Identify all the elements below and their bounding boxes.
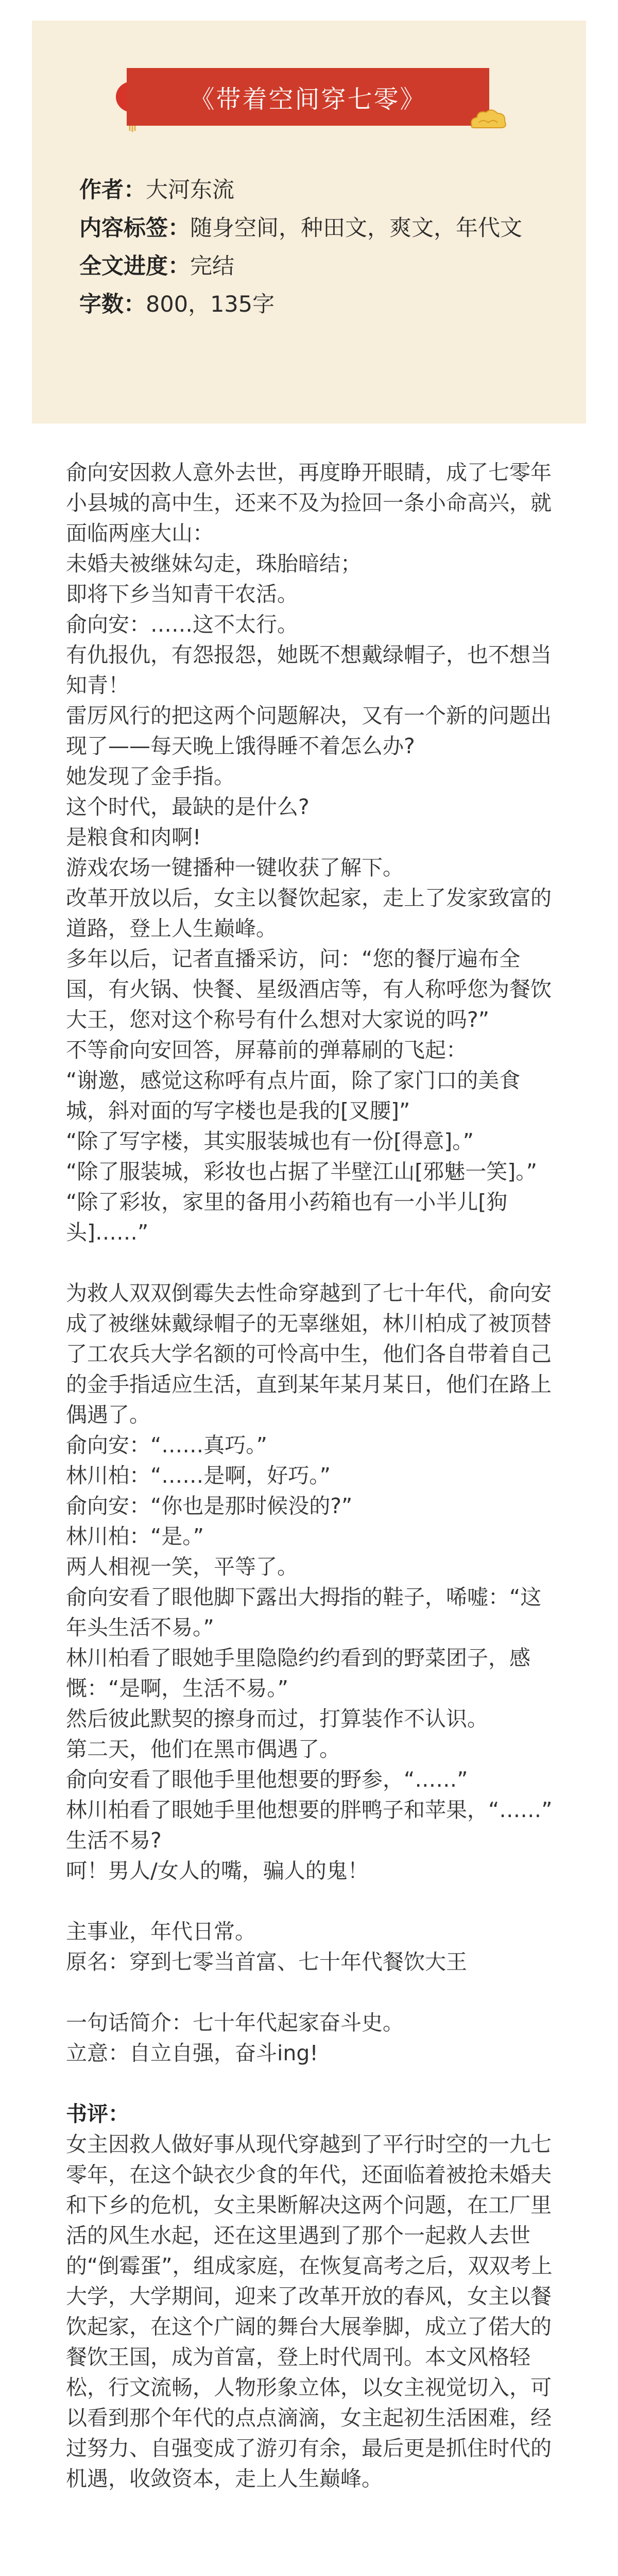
meta-value: 随身空间，种田文，爽文，年代文: [190, 215, 522, 241]
text-line: 有仇报仇，有怨报怨，她既不想戴绿帽子，也不想当知青！: [66, 642, 552, 698]
text-line: “除了写字楼，其实服装城也有一份[得意]。”: [66, 1129, 474, 1154]
synopsis: [66, 457, 555, 2494]
meta-label: 作者：: [79, 177, 146, 203]
text-line: 林川柏看了眼她手里隐隐约约看到的野菜团子，感慨：“是啊，生活不易。”: [66, 1646, 530, 1701]
text-line: 多年以后，记者直播采访，问：“您的餐厅遍布全国，有火锅、快餐、星级酒店等，有人称呼您为餐饮大王，您对这个称号有什么想对大家说的吗?”: [66, 946, 552, 1032]
meta-value: 大河东流: [146, 177, 234, 203]
paragraph-gap: [66, 1886, 555, 1917]
review-label: 书评：: [66, 2102, 129, 2126]
text-line: 原名：穿到七零当首富、七十年代餐饮大王: [66, 1950, 467, 1974]
text-line: 主事业，年代日常。: [66, 1919, 256, 1944]
synopsis-part-1: [66, 457, 555, 1248]
text-line: 雷厉风行的把这两个问题解决，又有一个新的问题出现了——每天晚上饿得睡不着怎么办?: [66, 703, 552, 758]
text-line: 不等俞向安回答，屏幕前的弹幕刷的飞起：: [66, 1038, 467, 1062]
text-line: “谢邀，感觉这称呼有点片面，除了家门口的美食城，斜对面的写字楼也是我的[叉腰]”: [66, 1068, 521, 1123]
text-line: 俞向安看了眼他脚下露出大拇指的鞋子，唏嘘：“这年头生活不易。”: [66, 1585, 542, 1640]
text-line: 生活不易?: [66, 1828, 162, 1853]
paragraph-gap: [66, 2069, 555, 2099]
paragraph-gap: [66, 1977, 555, 2008]
text-line: 林川柏看了眼她手里他想要的胖鸭子和苹果，“……”: [66, 1798, 553, 1822]
cloud-ornament-icon: [468, 107, 509, 131]
text-line: 俞向安：……这不太行。: [66, 612, 298, 637]
meta-progress: [79, 247, 538, 285]
text-line: 林川柏：“是。”: [66, 1524, 204, 1549]
synopsis-part-4: [66, 2008, 555, 2069]
text-line: 一句话简介：七十年代起家奋斗史。: [66, 2010, 404, 2035]
paragraph-gap: [66, 1248, 555, 1278]
review-text: 女主因救人做好事从现代穿越到了平行时空的一九七零年，在这个缺衣少食的年代，还面临着被抢未婚夫和下乡的危机，女主果断解决这两个问题，在工厂里活的风生水起，还在这里遇到了那个一起救人去世的“倒霉蛋”，组成家庭，在恢复高考之后，双双考上大学，大学期间，迎来了改革开放的春风，女主以餐饮起家，在这个广阔的舞台大展拳脚，成立了偌大的餐饮王国，成为首富，登上时代周刊。本文风格轻松，行文流畅，人物形象立体，以女主视觉切入，可以看到那个年代的点点滴滴，女主起初生活困难，经过努力、自强变成了游刃有余，最后更是抓住时代的机遇，收敛资本，走上人生巅峰。: [66, 2132, 553, 2491]
text-line: 她发现了金手指。: [66, 764, 235, 789]
text-line: 两人相视一笑，平等了。: [66, 1554, 298, 1579]
synopsis-part-2: [66, 1278, 555, 1886]
text-line: 未婚夫被继妹勾走，珠胎暗结；: [66, 551, 362, 576]
text-line: 呵！男人/女人的嘴，骗人的鬼！: [66, 1858, 369, 1883]
meta-label: 字数：: [79, 292, 146, 317]
text-line: 为救人双双倒霉失去性命穿越到了七十年代，俞向安成了被继妹戴绿帽子的无辜继姐，林川柏成了被顶替了工农兵大学名额的可怜高中生，他们各自带着自己的金手指适应生活，直到某年某月某日，他们在路上偶遇了。: [66, 1281, 552, 1427]
text-line: 立意：自立自强，奋斗ing!: [66, 2041, 318, 2065]
meta-author: [79, 171, 538, 209]
meta-value: 800，135字: [146, 292, 275, 317]
review-section: [66, 2099, 555, 2494]
text-line: 然后彼此默契的擦身而过，打算装作不认识。: [66, 1706, 488, 1731]
text-line: 林川柏：“……是啊，好巧。”: [66, 1463, 331, 1488]
text-line: 这个时代，最缺的是什么?: [66, 794, 310, 819]
text-line: 第二天，他们在黑市偶遇了。: [66, 1737, 340, 1761]
text-line: 是粮食和肉啊!: [66, 825, 201, 850]
text-line: 游戏农场一键播种一键收获了解下。: [66, 855, 404, 880]
meta-label: 内容标签：: [79, 215, 190, 241]
meta-label: 全文进度：: [79, 253, 190, 279]
meta-value: 完结: [190, 253, 234, 279]
text-line: “除了服装城，彩妆也占据了半壁江山[邪魅一笑]。”: [66, 1159, 537, 1184]
text-line: 俞向安：“……真巧。”: [66, 1433, 267, 1458]
synopsis-part-3: [66, 1917, 555, 1977]
text-line: 俞向安：“你也是那时候没的?”: [66, 1494, 353, 1518]
book-title: 《带着空间穿七零》: [127, 68, 489, 126]
text-line: 俞向安看了眼他手里他想要的野参，“……”: [66, 1767, 468, 1792]
text-line: 俞向安因救人意外去世，再度睁开眼睛，成了七零年小县城的高中生，还来不及为捡回一条小命高兴，就面临两座大山：: [66, 460, 552, 546]
text-line: 改革开放以后，女主以餐饮起家，走上了发家致富的道路，登上人生巅峰。: [66, 886, 552, 941]
text-line: 即将下乡当知青干农活。: [66, 582, 298, 606]
text-line: “除了彩妆，家里的备用小药箱也有一小半儿[狗头]……”: [66, 1190, 508, 1245]
meta-tags: [79, 209, 538, 247]
meta-wordcount: [79, 285, 538, 324]
book-info-card: [32, 21, 586, 423]
book-meta: [79, 171, 538, 324]
